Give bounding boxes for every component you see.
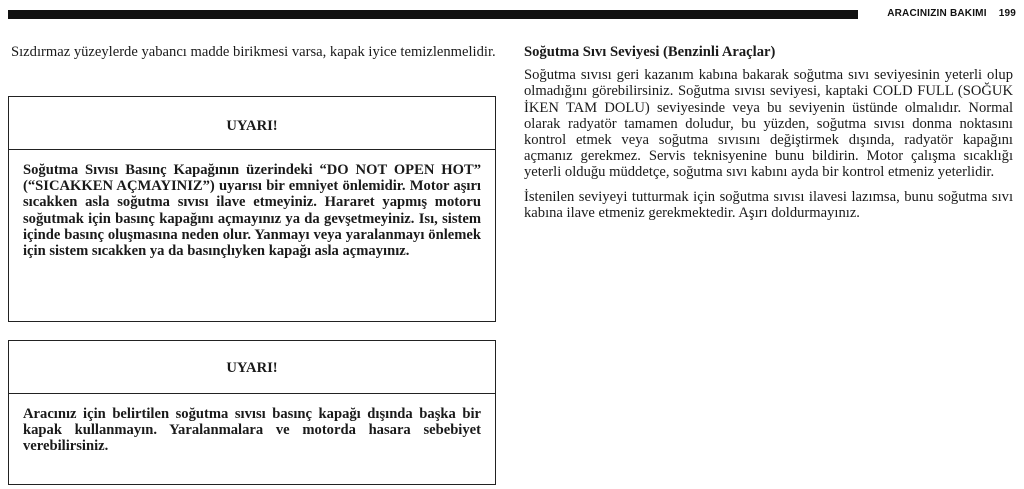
- left-column: [11, 44, 497, 60]
- section-heading: Soğutma Sıvı Seviyesi (Benzinli Araçlar): [524, 44, 776, 60]
- warning-box-cap-type: [8, 340, 496, 485]
- warning-body: Soğutma Sıvısı Basınç Kapağının üzerindeki “DO NOT OPEN HOT” (“SICAKKEN AÇMAYINIZ”) uyarısı bir emniyet önlemidir. Motor aşırı sıcakken asla soğutma sıvısı ilave etmeyiniz. Hararet yapmış motoru soğutmak için basınç kapağını açmayınız ya da gevşetmeyiniz. Isı, sistem içinde basınç oluşmasına neden olur. Yanmayı veya yaralanmayı önlemek için sistem sıcakken ya da basınçlıyken kapağı asla açmayınız.: [23, 162, 481, 260]
- warning-box-pressure-cap: [8, 96, 496, 322]
- header-rule-bar: [8, 10, 858, 19]
- page-number: 199: [998, 8, 1016, 19]
- warning-body: Aracınız için belirtilen soğutma sıvısı basınç kapağı dışında başka bir kapak kullanmayın. Yaralanmalara ve motorda hasara sebebiyet verebilirsiniz.: [23, 406, 481, 455]
- running-header: [887, 8, 1016, 19]
- right-column: [524, 44, 1013, 221]
- section-title: ARACINIZIN BAKIMI: [887, 8, 987, 19]
- intro-paragraph: Sızdırmaz yüzeylerde yabancı madde birikmesi varsa, kapak iyice temizlenmelidir.: [11, 44, 496, 60]
- warning-title: UYARI!: [9, 341, 495, 394]
- paragraph-coolant-level: Soğutma sıvısı geri kazanım kabına bakarak soğutma sıvı seviyesinin yeterli olup olmadığını görebilirsiniz. Soğutma sıvısı seviyesi, kaptaki COLD FULL (SOĞUK İKEN TAM DOLU) seviyesinde veya bu seviyenin üstünde olmalıdır. Normal olarak radyatör tamamen doludur, bu yüzden, soğutma sıvısı donma noktasını kontrol etmek veya soğutma sıvısını değiştirmek dışında, radyatör kapağını açmanız gerekmez. Servis teknisyenine bunu bildirin. Motor çalışma sıcaklığı yeterli olduğu müddetçe, soğutma sıvı kabını ayda bir kontrol etmeniz yeterlidir.: [524, 67, 1013, 181]
- warning-title: UYARI!: [9, 97, 495, 150]
- paragraph-adding-coolant: İstenilen seviyeyi tutturmak için soğutma sıvısı ilavesi lazımsa, bunu soğutma sıvı kabına ilave etmeniz gerekmektedir. Aşırı doldurmayınız.: [524, 188, 1013, 221]
